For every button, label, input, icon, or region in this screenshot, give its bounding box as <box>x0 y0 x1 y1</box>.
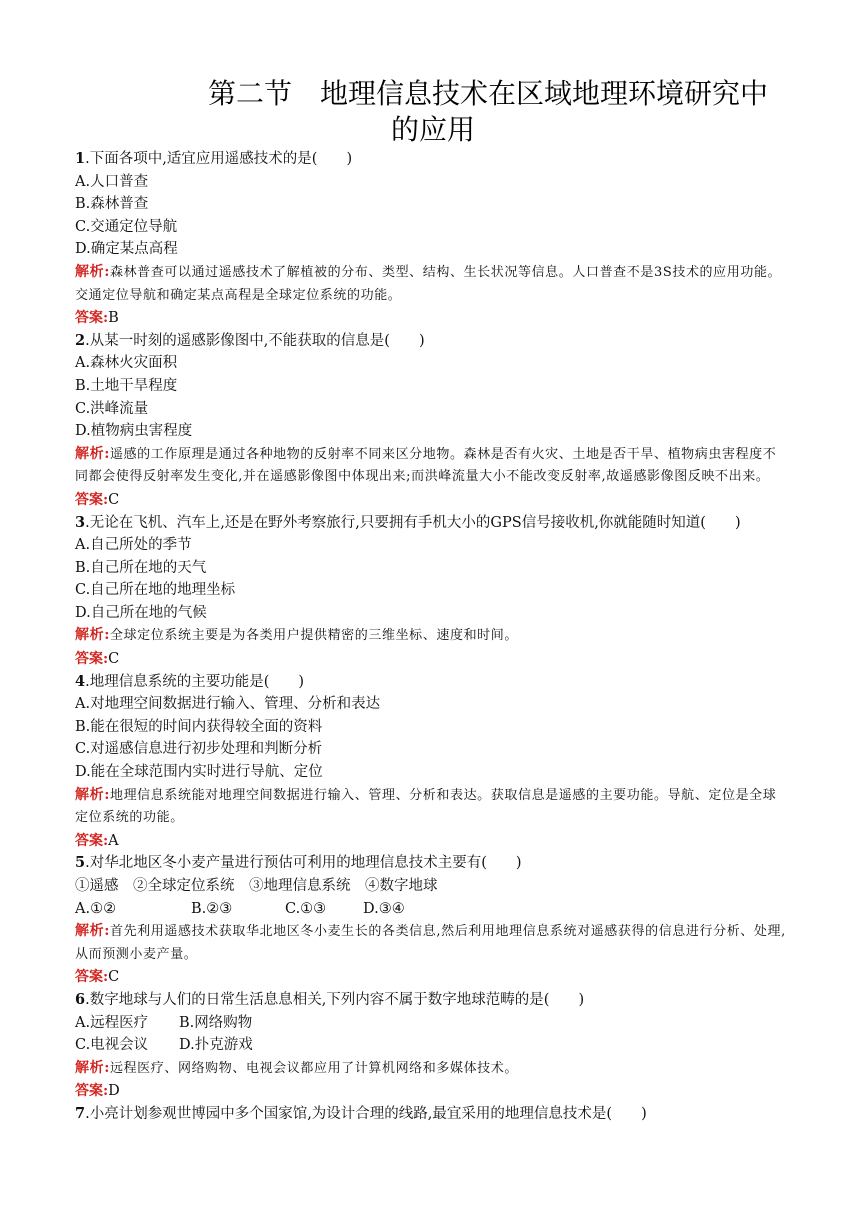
option-d: D.③④ <box>363 900 405 917</box>
option-c: C.电视会议 <box>75 1037 149 1054</box>
question-stem: 3.无论在飞机、汽车上,还是在野外考察旅行,只要拥有手机大小的GPS信号接收机,你就能随时知道( ) <box>75 513 741 531</box>
analysis: 解析:全球定位系统主要是为各类用户提供精密的三维坐标、速度和时间。 <box>75 627 518 644</box>
title-line-1: 第二节 地理信息技术在区域地理环境研究中 <box>207 77 768 110</box>
option-b: B.网络购物 <box>179 1014 253 1031</box>
question-4 <box>75 671 787 853</box>
option-a: A.人口普查 <box>75 173 149 190</box>
answer: 答案:A <box>75 832 119 849</box>
option-c: C.对遥感信息进行初步处理和判断分析 <box>75 741 323 758</box>
option-d: D.植物病虫害程度 <box>75 423 193 440</box>
answer: 答案:C <box>75 651 120 668</box>
analysis: 解析:遥感的工作原理是通过各种地物的反射率不同来区分地物。森林是否有火灾、土地是否干旱、植物病虫害程度不同都会使得反射率发生变化,并在遥感影像图中体现出来;而洪峰流量大小不能改变反射率,故遥感影像图反映不出来。 <box>75 445 777 485</box>
option-b: B.②③ <box>191 900 233 917</box>
question-6 <box>75 989 787 1103</box>
option-c: C.自己所在地的地理坐标 <box>75 582 236 599</box>
option-a: A.①② <box>75 900 117 917</box>
option-a: A.森林火灾面积 <box>75 355 178 372</box>
option-b: B.自己所在地的天气 <box>75 559 207 576</box>
answer: 答案:C <box>75 491 120 508</box>
option-a: A.自己所处的季节 <box>75 537 192 554</box>
title-line-2: 的应用 <box>390 113 475 146</box>
option-b: B.森林普查 <box>75 196 149 213</box>
option-row <box>75 1012 787 1035</box>
page-title <box>0 76 860 148</box>
option-d: D.自己所在地的气候 <box>75 604 207 621</box>
choice-items: ①遥感 ②全球定位系统 ③地理信息系统 ④数字地球 <box>75 878 438 894</box>
analysis: 解析:远程医疗、网络购物、电视会议都应用了计算机网络和多媒体技术。 <box>75 1059 518 1076</box>
option-a: A.对地理空间数据进行输入、管理、分析和表达 <box>75 696 381 713</box>
option-d: D.能在全球范围内实时进行导航、定位 <box>75 764 323 781</box>
question-stem: 7.小亮计划参观世博园中多个国家馆,为设计合理的线路,最宜采用的地理信息技术是( ) <box>75 1104 647 1122</box>
question-list <box>75 148 787 1126</box>
question-5 <box>75 852 787 989</box>
answer: 答案:B <box>75 310 119 327</box>
answer: 答案:C <box>75 969 120 986</box>
option-b: B.土地干旱程度 <box>75 377 178 394</box>
option-d: D.确定某点高程 <box>75 241 178 258</box>
option-a: A.远程医疗 <box>75 1014 149 1031</box>
question-stem: 6.数字地球与人们的日常生活息息相关,下列内容不属于数字地球范畴的是( ) <box>75 990 585 1008</box>
question-stem: 4.地理信息系统的主要功能是( ) <box>75 672 305 690</box>
analysis: 解析:首先利用遥感技术获取华北地区冬小麦生长的各类信息,然后利用地理信息系统对遥感获得的信息进行分析、处理,从而预测小麦产量。 <box>75 923 786 962</box>
analysis: 解析:森林普查可以通过遥感技术了解植被的分布、类型、结构、生长状况等信息。人口普查不是3S技术的应用功能。交通定位导航和确定某点高程是全球定位系统的功能。 <box>75 263 782 303</box>
option-b: B.能在很短的时间内获得较全面的资料 <box>75 718 323 735</box>
option-c: C.交通定位导航 <box>75 218 178 235</box>
question-stem: 1.下面各项中,适宜应用遥感技术的是( ) <box>75 150 353 167</box>
question-stem: 2.从某一时刻的遥感影像图中,不能获取的信息是( ) <box>75 331 425 349</box>
question-7 <box>75 1103 787 1126</box>
question-stem: 5.对华北地区冬小麦产量进行预估可利用的地理信息技术主要有( ) <box>75 854 522 872</box>
question-1 <box>75 148 787 330</box>
answer: 答案:D <box>75 1083 120 1100</box>
option-row <box>75 898 787 921</box>
option-row <box>75 1034 787 1057</box>
analysis: 解析:地理信息系统能对地理空间数据进行输入、管理、分析和表达。获取信息是遥感的主要功能。导航、定位是全球定位系统的功能。 <box>75 786 777 826</box>
question-3 <box>75 512 787 671</box>
question-2 <box>75 330 787 512</box>
option-c: C.①③ <box>285 900 327 917</box>
option-d: D.扑克游戏 <box>179 1037 253 1054</box>
option-c: C.洪峰流量 <box>75 400 149 417</box>
